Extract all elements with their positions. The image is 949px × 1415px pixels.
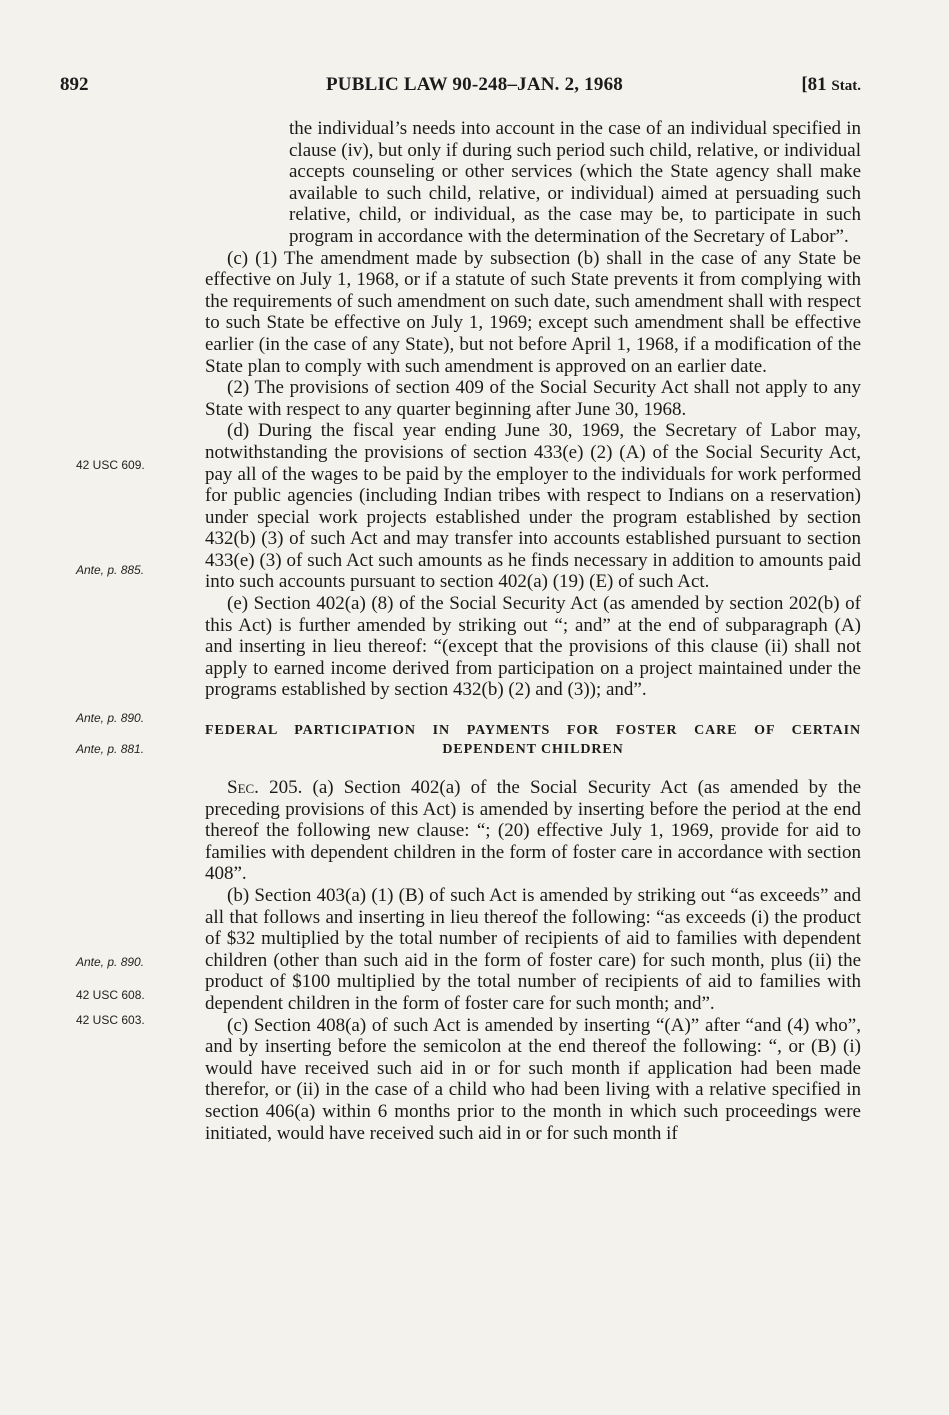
section-205-a-text: (a) Section 402(a) of the Social Security Act (as amended by the preceding provisions of this Act) is amended by inserting before the period at the end thereof the following new clause: “; (20) effective July 1, 1969, provide for aid to families with dependent children in the form of foster care in accordance with section 408”. [205, 777, 862, 885]
margin-note-ante-885: Ante, p. 885. [76, 563, 145, 577]
section-heading-line1: FEDERAL PARTICIPATION IN PAYMENTS FOR FOSTER CARE OF CERTAIN [205, 723, 861, 739]
paragraph-c1: (c) (1) The amendment made by subsection (b) shall in the case of any State be effective on July 1, 1968, or if a statute of such State prevents it from complying with the requirements of such amendment on such date, such amendment shall with respect to such State be effective on July 1, 1969; except such amendment shall be effective earlier (in the case of any State), but not before April 1, 1968, if a modification of the State plan to comply with such amendment is approved on an earlier date. [205, 247, 861, 377]
section-205-label: Sec. 205. [227, 777, 303, 799]
paragraph-c2: (2) The provisions of section 409 of the Social Security Act shall not apply to any State with respect to any quarter beginning after June 30, 1968. [205, 377, 861, 420]
body-text [205, 118, 861, 1144]
section-heading [205, 721, 861, 759]
section-205-b: (b) Section 403(a) (1) (B) of such Act is amended by striking out “as exceeds” and all that follows and inserting in lieu thereof the following: “as exceeds (i) the product of $32 multiplied by the total number of recipients of aid to families with dependent children (other than such aid in the form of foster care) for such month, plus (ii) the product of $100 multiplied by the total number of recipients of aid to families with dependent children in the form of foster care for such month; and”. [205, 885, 861, 1014]
statute-bracket: [81 [801, 74, 827, 95]
margin-note-ante-890-b: Ante, p. 890. [76, 955, 145, 969]
section-205-c: (c) Section 408(a) of such Act is amended by inserting “(A)” after “and (4) who”, and by inserting before the semicolon at the end thereof the following: “, or (B) (i) would have received such aid in or for such month if application had been made therefor, or (ii) in the case of a child who had been living with a relative specified in section 406(a) within 6 months prior to the month in which such proceedings were initiated, would have received such aid in or for such month if [205, 1014, 861, 1144]
statute-label: Stat. [831, 78, 861, 94]
quote-continuation: the individual’s needs into account in the case of an individual specified in clause (iv), but only if during such period such child, relative, or individual accepts counseling or other services (which the State agency shall make available to such child, relative, or individual) aimed at persuading such relative, child, or individual, as the case may be, to participate in such program in accordance with the determination of the Secretary of Labor”. [289, 118, 861, 247]
paragraph-d: (d) During the fiscal year ending June 30, 1969, the Secretary of Labor may, notwithstanding the provisions of section 433(e) (2) (A) of the Social Security Act, pay all of the wages to be paid by the employer to the individuals for work performed for public agencies (including Indian tribes with respect to Indians on a reservation) under special work projects established under the program established by section 432(b) (3) of such Act and may transfer into accounts established pursuant to section 433(e) (3) of such Act such amounts as he finds necessary in addition to amounts paid into such accounts pursuant to section 402(a) (19) (E) of such Act. [205, 420, 861, 593]
page-number: 892 [60, 74, 89, 95]
margin-note-42usc603: 42 USC 603. [76, 1013, 145, 1027]
running-title: PUBLIC LAW 90-248–JAN. 2, 1968 [325, 74, 623, 95]
margin-note-ante-890-a: Ante, p. 890. [76, 711, 145, 725]
paragraph-e: (e) Section 402(a) (8) of the Social Security Act (as amended by section 202(b) of this Act) is further amended by striking out “; and” at the end of subparagraph (A) and inserting in lieu thereof: “(except that the provisions of this clause (ii) shall not apply to earned income derived from participation on a project maintained under the programs established by section 432(b) (2) and (3)); and”. [205, 593, 861, 701]
margin-note-ante-881: Ante, p. 881. [76, 742, 145, 756]
page-header [0, 74, 949, 102]
section-205-a [205, 777, 861, 885]
section-heading-line2: DEPENDENT CHILDREN [442, 742, 624, 758]
margin-note-42usc609: 42 USC 609. [76, 458, 145, 472]
margin-note-42usc608: 42 USC 608. [76, 988, 145, 1002]
statute-reference [801, 74, 861, 96]
